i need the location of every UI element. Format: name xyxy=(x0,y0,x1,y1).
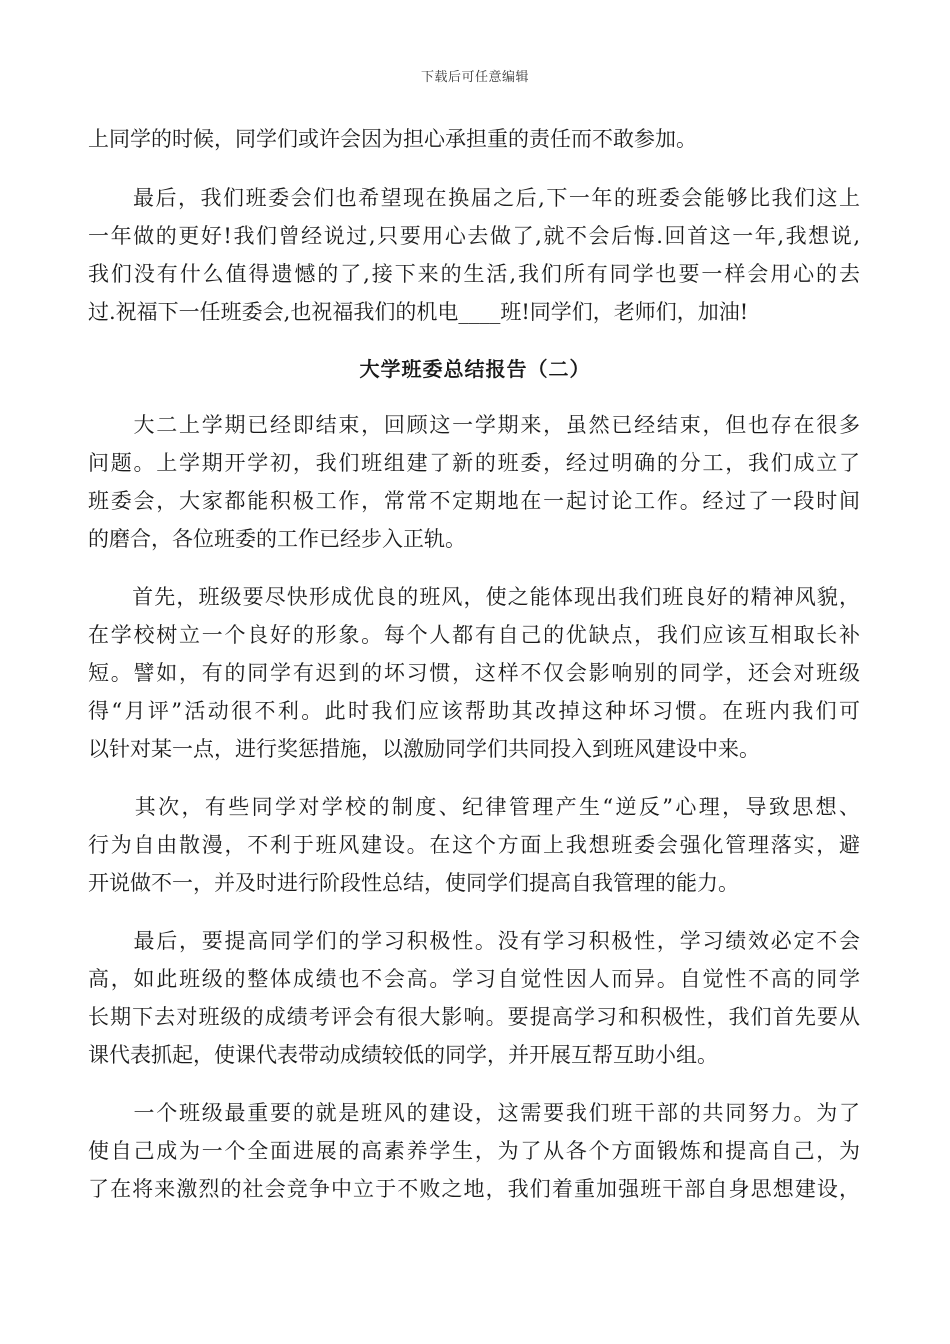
paragraph-line: 行为自由散漫，不利于班风建设。在这个方面上我想班委会强化管理落实，避 xyxy=(88,833,860,857)
paragraph-line: 的磨合，各位班委的工作已经步入正轨。 xyxy=(88,527,466,551)
paragraph-line: 使自己成为一个全面进展的高素养学生，为了从各个方面锻炼和提高自己，为 xyxy=(88,1139,860,1163)
paragraph-line: 我们没有什么值得遗憾的了,接下来的生活,我们所有同学也要一样会用心的去 xyxy=(88,262,860,286)
paragraph-line: 一个班级最重要的就是班风的建设，这需要我们班干部的共同努力。为了 xyxy=(88,1101,860,1125)
paragraph-line: 过.祝福下一任班委会,也祝福我们的机电____班!同学们，老师们，加油! xyxy=(88,300,749,324)
paragraph-line: 一年做的更好!我们曾经说过,只要用心去做了,就不会后悔.回首这一年,我想说, xyxy=(88,224,860,248)
paragraph-line: 得“月评”活动很不利。此时我们应该帮助其改掉这种坏习惯。在班内我们可 xyxy=(88,699,860,723)
paragraph-line: 大二上学期已经即结束，回顾这一学期来，虽然已经结束，但也存在很多 xyxy=(88,413,860,437)
paragraph-line: 高，如此班级的整体成绩也不会高。学习自觉性因人而异。自觉性不高的同学 xyxy=(88,967,860,991)
section-title: 大学班委总结报告（二） xyxy=(359,357,591,381)
paragraph-line: 长期下去对班级的成绩考评会有很大影响。要提高学习和积极性，我们首先要从 xyxy=(88,1005,860,1029)
paragraph-line: 班委会，大家都能积极工作，常常不定期地在一起讨论工作。经过了一段时间 xyxy=(88,489,860,513)
page-header: 下载后可任意编辑 xyxy=(420,70,529,85)
paragraph-line: 课代表抓起，使课代表带动成绩较低的同学，并开展互帮互助小组。 xyxy=(88,1043,718,1067)
paragraph-line: 最后，要提高同学们的学习积极性。没有学习积极性，学习绩效必定不会 xyxy=(88,929,860,953)
paragraph-line: 在学校树立一个良好的形象。每个人都有自己的优缺点，我们应该互相取长补 xyxy=(88,623,860,647)
paragraph-line: 最后，我们班委会们也希望现在换届之后,下一年的班委会能够比我们这上 xyxy=(88,186,860,210)
paragraph-line: 以针对某一点，进行奖惩措施，以激励同学们共同投入到班风建设中来。 xyxy=(88,737,760,761)
paragraph-line: 其次，有些同学对学校的制度、纪律管理产生“逆反”心理，导致思想、 xyxy=(88,795,860,819)
paragraph-line: 首先，班级要尽快形成优良的班风，使之能体现出我们班良好的精神风貌， xyxy=(88,585,860,609)
paragraph-line: 短。譬如，有的同学有迟到的坏习惯，这样不仅会影响别的同学，还会对班级 xyxy=(88,661,860,685)
paragraph-line: 开说做不一，并及时进行阶段性总结，使同学们提高自我管理的能力。 xyxy=(88,871,739,895)
paragraph-line: 问题。上学期开学初，我们班组建了新的班委，经过明确的分工，我们成立了 xyxy=(88,451,860,475)
paragraph-line: 上同学的时候，同学们或许会因为担心承担重的责任而不敢参加。 xyxy=(88,127,697,151)
paragraph-line: 了在将来激烈的社会竞争中立于不败之地，我们着重加强班干部自身思想建设， xyxy=(88,1177,860,1201)
